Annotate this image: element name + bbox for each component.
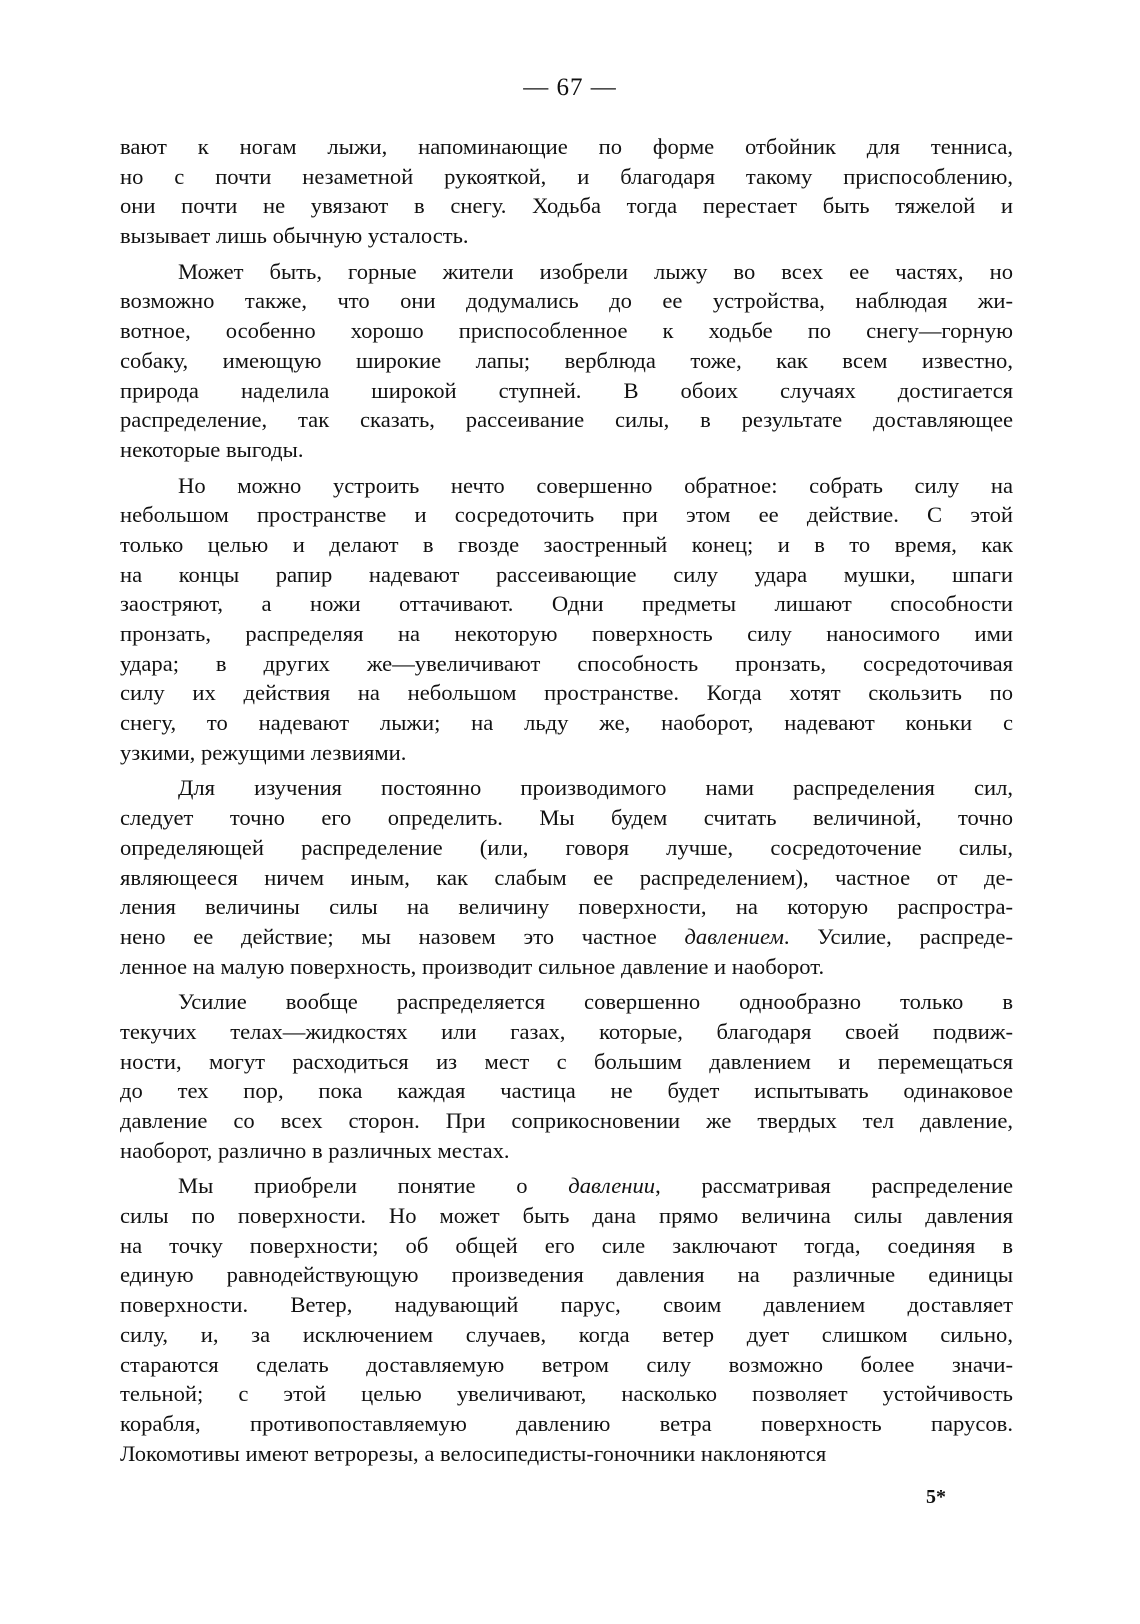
text-line: тельной; с этой целью увеличивают, насколько позволяет устойчивость (120, 1381, 1013, 1407)
text-line: Мы приобрели понятие о давлении, рассматривая распределение (178, 1173, 1013, 1199)
text-line: небольшом пространстве и сосредоточить при этом ее действие. С этой (120, 502, 1013, 528)
text-line: определяющей распределение (или, говоря лучше, сосредоточение силы, (120, 834, 1013, 860)
text-line: ления величины силы на величину поверхности, на которую распростра- (120, 894, 1013, 920)
text-line: распределение, так сказать, рассеивание силы, в результате доставляющее (120, 407, 1013, 433)
text-line: силу их действия на небольшом пространстве. Когда хотят скользить по (120, 680, 1013, 706)
text-line: только целью и делают в гвозде заостренный конец; и в то время, как (120, 531, 1013, 557)
emphasized-term: давлении (568, 1173, 656, 1199)
text-line: удара; в других же—увеличивают способность пронзать, сосредоточивая (120, 650, 1013, 676)
paragraph (120, 132, 1013, 251)
text-line: снегу, то надевают лыжи; на льду же, наоборот, надевают коньки с (120, 710, 1013, 736)
paragraph (120, 257, 1013, 465)
text-line: поверхности. Ветер, надувающий парус, своим давлением доставляет (120, 1292, 1013, 1318)
text-line: на точку поверхности; об общей его силе заключают тогда, соединяя в (120, 1232, 1013, 1258)
text-line: до тех пор, пока каждая частица не будет испытывать одинаковое (120, 1078, 1013, 1104)
text-line: Может быть, горные жители изобрели лыжу во всех ее частях, но (178, 258, 1013, 284)
text-line: стараются сделать доставляемую ветром силу возможно более значи- (120, 1351, 1013, 1377)
text-line: Локомотивы имеют ветрорезы, а велосипедисты-гоночники наклоняются (120, 1440, 827, 1466)
text-line: они почти не увязают в снегу. Ходьба тогда перестает быть тяжелой и (120, 193, 1013, 219)
text-line: вотное, особенно хорошо приспособленное к ходьбе по снегу—горную (120, 318, 1013, 344)
text-line: силу, и, за исключением случаев, когда ветер дует слишком сильно, (120, 1321, 1013, 1347)
body-text (120, 132, 1013, 1474)
text-line: заостряют, а ножи оттачивают. Одни предметы лишают способности (120, 591, 1013, 617)
emphasized-term: давлением (684, 923, 784, 949)
text-line: на концы рапир надевают рассеивающие силу удара мушки, шпаги (120, 561, 1013, 587)
text-line: ленное на малую поверхность, производит сильное давление и наоборот. (120, 953, 825, 979)
text-line: вызывает лишь обычную усталость. (120, 223, 469, 249)
text-line: являющееся ничем иным, как слабым ее распределением), частное от де- (120, 864, 1013, 890)
paragraph (120, 1171, 1013, 1468)
text-line: текучих телах—жидкостях или газах, которые, благодаря своей подвиж- (120, 1018, 1013, 1044)
signature-mark: 5* (926, 1486, 946, 1508)
text-line: нено ее действие; мы назовем это частное давлением. Усилие, распреде- (120, 923, 1013, 949)
text-line: Но можно устроить нечто совершенно обратное: собрать силу на (178, 472, 1013, 498)
text-line: корабля, противопоставляемую давлению ветра поверхность парусов. (120, 1410, 1013, 1436)
text-line: единую равнодействующую произведения давления на различные единицы (120, 1262, 1013, 1288)
page-number: — 67 — (523, 74, 617, 101)
text-line: силы по поверхности. Но может быть дана прямо величина силы давления (120, 1203, 1013, 1229)
text-line: давление со всех сторон. При соприкосновении же твердых тел давление, (120, 1108, 1013, 1133)
text-line: Для изучения постоянно производимого нами распределения сил, (178, 775, 1013, 801)
text-line: Усилие вообще распределяется совершенно однообразно только в (178, 989, 1013, 1015)
text-line: природа наделила широкой ступней. В обоих случаях достигается (120, 377, 1013, 403)
paragraph (120, 471, 1013, 768)
text-line: вают к ногам лыжи, напоминающие по форме отбойник для тенниса, (120, 134, 1013, 159)
text-line: но с почти незаметной рукояткой, и благодаря такому приспособлению, (120, 163, 1013, 189)
text-line: следует точно его определить. Мы будем считать величиной, точно (120, 805, 1013, 831)
text-line: наоборот, различно в различных местах. (120, 1137, 510, 1163)
paragraph (120, 987, 1013, 1165)
text-line: некоторые выгоды. (120, 436, 304, 462)
text-line: ности, могут расходиться из мест с большим давлением и перемещаться (120, 1048, 1013, 1074)
text-line: собаку, имеющую широкие лапы; верблюда тоже, как всем известно, (120, 347, 1013, 373)
paragraph (120, 773, 1013, 981)
text-line: пронзать, распределяя на некоторую поверхность силу наносимого ими (120, 621, 1013, 646)
text-line: узкими, режущими лезвиями. (120, 739, 407, 765)
text-line: возможно также, что они додумались до ее устройства, наблюдая жи- (120, 288, 1013, 314)
